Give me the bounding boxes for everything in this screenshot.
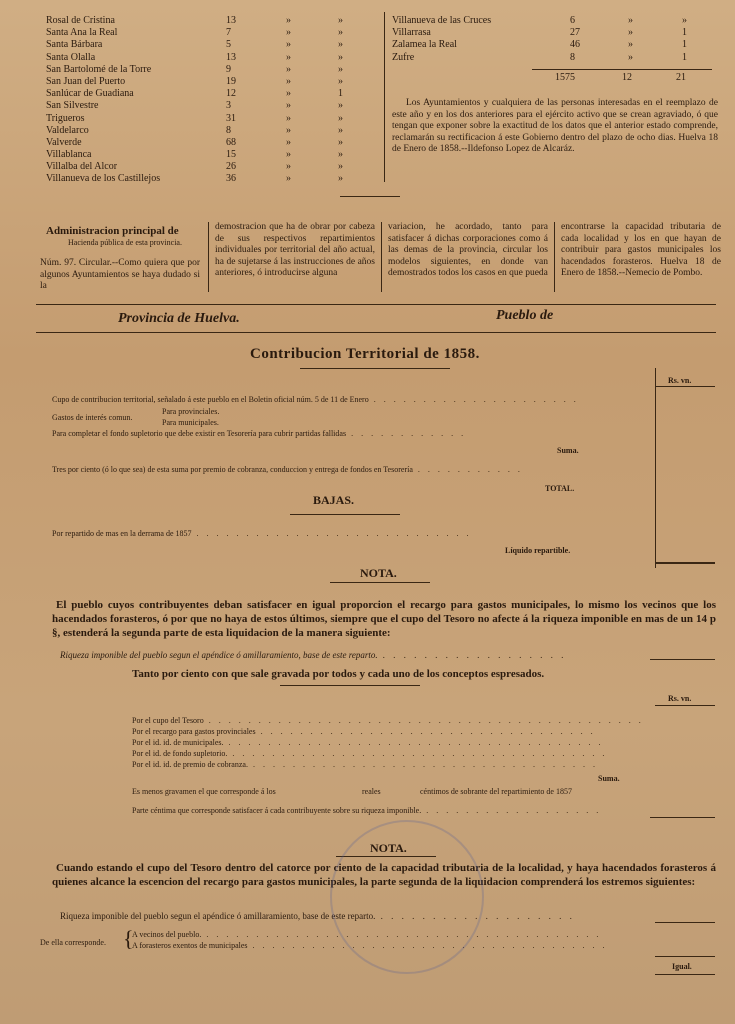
town-value-a: 13: [226, 15, 236, 26]
town-name: Zalamea la Real: [392, 39, 457, 51]
completar-text: Para completar el fondo supletorio que debe existir en Tesorería para cubrir partidas fallidas: [52, 429, 347, 438]
town-row: [392, 27, 712, 39]
town-value-a: 3: [226, 100, 231, 112]
town-value-c: »: [338, 75, 343, 87]
town-value-b: »: [286, 161, 291, 173]
town-value-c: »: [338, 149, 343, 161]
form-top-rule: [36, 304, 716, 305]
town-value-b: »: [286, 149, 291, 161]
town-value-a: 7: [226, 27, 231, 39]
town-value-c: 1: [682, 39, 687, 51]
nota1-text: El pueblo cuyos contribuyentes deban satisfacer en igual proporcion el recargo para gastos municipales, lo mismo los vecinos que los hacendados forasteros, ó por que no haya de estos últimos, siempre que el cupo del Tesoro no afecte á la riqueza imponible en mas de un 14 p §, estenderá la segunda parte de esta liquidacion de la manera siguiente:: [52, 599, 716, 639]
town-row: [46, 52, 356, 64]
town-value-c: »: [338, 100, 343, 112]
admin-col1: Núm. 97. Circular.--Como quiera que por algunos Ayuntamientos se haya dudado si la: [40, 258, 200, 292]
igual-rule: [655, 974, 715, 975]
town-value-c: »: [338, 112, 343, 124]
town-value-a: 26: [226, 161, 236, 173]
town-value-c: »: [338, 63, 343, 75]
town-value-c: »: [338, 161, 343, 173]
admin-title: Administracion principal de: [46, 225, 179, 237]
town-value-a: 46: [570, 39, 580, 51]
town-value-b: »: [286, 75, 291, 87]
title-underline: [300, 368, 450, 369]
repartido-line: Por repartido de mas en la derrama de 1857 . . . . . . . . . . . . . . . . . . . . . . . . . . . .: [52, 529, 472, 538]
menos-text: Es menos gravamen el que corresponde á los: [132, 787, 276, 796]
totals-rule: [532, 69, 712, 70]
bajas-underline: [290, 514, 400, 515]
town-row: [46, 76, 356, 88]
town-value-c: 1: [682, 51, 687, 63]
town-row: [46, 39, 356, 51]
form-rule-2: [36, 332, 716, 333]
total-c: 21: [676, 72, 686, 83]
tanto-title: Tanto por ciento con que sale gravada por todos y cada uno de los conceptos espresados.: [132, 668, 545, 680]
riqueza2-rule: [655, 922, 715, 923]
town-name: Villalba del Alcor: [46, 161, 118, 173]
town-name: Santa Ana la Real: [46, 27, 118, 39]
riqueza2-line: Riqueza imponible del pueblo segun el apéndice ó amillaramiento, base de este reparto. . . . . . . . . . . . . . . . . . . .: [60, 911, 575, 921]
archive-stamp: [330, 820, 484, 974]
town-row: [392, 52, 712, 64]
gastos-label: Gastos de interés comun.: [52, 413, 133, 422]
town-name: Rosal de Cristina: [46, 15, 115, 26]
town-value-c: »: [338, 39, 343, 51]
parte-line: Parte céntima que corresponde satisfacer á cada contribuyente sobre su riqueza imponible. . . . . . . . . . . . . . . . . . .: [132, 806, 602, 815]
town-value-a: 8: [570, 51, 575, 63]
gastos-mun: Para municipales.: [162, 418, 219, 427]
tanto-underline: [280, 685, 420, 686]
notice-top: Los Ayuntamientos y cualquiera de las personas interesadas en el reemplazo de este año y en los dos anteriores para el ejército activo que se crean agraviado, ó que tengan que exponer sobre la exactitud de los datos que el anterior estado comprende, reclamarán su rectificacion á este Gobierno dentro del plazo de ocho dias. Huelva 18 de Enero de 1858.--Ildefonso Lopez de Alcaráz.: [392, 98, 718, 155]
town-value-c: 1: [682, 27, 687, 39]
town-value-a: 6: [570, 15, 575, 26]
completar-line: Para completar el fondo supletorio que debe existir en Tesorería para cubrir partidas fallidas . . . . . . . . . . . .: [52, 429, 467, 438]
town-row: [46, 64, 356, 76]
col-divider-3: [554, 222, 555, 292]
por-prov: Por el recargo para gastos provinciales . . . . . . . . . . . . . . . . . . . . . . . . . . . . . . . . . .: [132, 727, 596, 736]
town-value-b: »: [286, 15, 291, 26]
tres-text: Tres por ciento (ó lo que sea) de esta suma por premio de cobranza, conduccion y entrega de fondos en Tesorería: [52, 465, 413, 474]
nota1-heading: NOTA.: [360, 566, 397, 580]
town-value-c: »: [338, 15, 343, 26]
town-row: [46, 161, 356, 173]
town-name: Valverde: [46, 136, 82, 148]
town-name: Valdelarco: [46, 124, 89, 136]
por-sup-text: Por el id. de fondo supletorio.: [132, 749, 228, 758]
repartido-text: Por repartido de mas en la derrama de 1857: [52, 529, 192, 538]
de-ella-label: De ella corresponde.: [40, 938, 106, 947]
town-value-a: 19: [226, 75, 236, 87]
igual-label: Igual.: [672, 962, 692, 971]
town-name: Santa Bárbara: [46, 39, 103, 51]
column-divider: [384, 12, 385, 182]
forasteros-text: A forasteros exentos de municipales: [132, 941, 248, 950]
cupo-text: Cupo de contribucion territorial, señalado á este pueblo en el Boletin oficial núm. 5 de 11 de Enero: [52, 395, 369, 404]
town-name: Villablanca: [46, 149, 92, 161]
rs-vn-rule-2: [655, 705, 715, 706]
town-value-b: »: [286, 100, 291, 112]
bajas-heading: BAJAS.: [313, 493, 355, 507]
town-value-c: 1: [338, 88, 343, 100]
por-prem-text: Por el id. id. de premio de cobranza.: [132, 760, 248, 769]
cupo-line: Cupo de contribucion territorial, señalado á este pueblo en el Boletin oficial núm. 5 de 11 de Enero . . . . . . . . . . . . . . . . . . . . .: [52, 395, 579, 404]
total-a: 1575: [555, 72, 575, 83]
town-row: [46, 88, 356, 100]
town-value-b: »: [286, 124, 291, 136]
town-value-b: »: [286, 112, 291, 124]
por-prov-text: Por el recargo para gastos provinciales: [132, 727, 256, 736]
suma-label: Suma.: [557, 446, 579, 455]
town-value-c: »: [682, 15, 687, 26]
vecinos-text: A vecinos del pueblo.: [132, 930, 202, 939]
form-title: Contribucion Territorial de 1858.: [250, 346, 480, 362]
town-value-a: 9: [226, 63, 231, 75]
tres-line: Tres por ciento (ó lo que sea) de esta suma por premio de cobranza, conduccion y entrega de fondos en Tesorería . . . . . . . . . . .: [52, 465, 523, 474]
separator-rule: [340, 196, 400, 197]
suma2-label: Suma.: [598, 774, 620, 783]
por-mun: Por el id. id. de municipales. . . . . . . . . . . . . . . . . . . . . . . . . . . . . . . . . . . . . . .: [132, 738, 604, 747]
col-divider-1: [208, 222, 209, 292]
town-row: [46, 100, 356, 112]
town-row: [46, 125, 356, 137]
town-value-b: »: [286, 51, 291, 63]
town-value-c: »: [338, 27, 343, 39]
town-value-a: 5: [226, 39, 231, 51]
brace: {: [123, 926, 134, 951]
vecinos-line: A vecinos del pueblo. . . . . . . . . . . . . . . . . . . . . . . . . . . . . . . . . . . . . . . . .: [132, 930, 602, 939]
admin-subtitle: Hacienda pública de esta provincia.: [68, 238, 182, 247]
town-value-c: »: [338, 124, 343, 136]
town-row: [46, 173, 356, 185]
town-value-a: 12: [226, 88, 236, 100]
nota2-text: Cuando estando el cupo del Tesoro dentro del catorce por ciento de la capacidad tributaria de la localidad, y haya hacendados forasteros á quienes alcance la escencion del recargo para gastos municipales, la parte segunda de la liquidacion comprenderá los estremos siguientes:: [52, 862, 716, 888]
admin-col2: demostracion que ha de obrar por cabeza de sus respectivos repartimientos individuales por territorial del año actual, ha de sujetarse á las instrucciones de años anteriores, ó introducirse alguna: [215, 222, 375, 279]
right-town-table: [392, 15, 712, 64]
provincia-label: Provincia de Huelva.: [118, 311, 240, 326]
town-name: Trigueros: [46, 112, 85, 124]
por-sup: Por el id. de fondo supletorio. . . . . . . . . . . . . . . . . . . . . . . . . . . . . . . . . . . . . . .: [132, 749, 608, 758]
nota2-heading: NOTA.: [370, 841, 407, 855]
reales-text: reales: [362, 787, 381, 796]
parte-text: Parte céntima que corresponde satisfacer á cada contribuyente sobre su riqueza imponible.: [132, 806, 422, 815]
amount-col-left: [655, 368, 656, 568]
town-name: Santa Olalla: [46, 51, 96, 63]
por-cupo: Por el cupo del Tesoro . . . . . . . . . . . . . . . . . . . . . . . . . . . . . . . . . . . . . . . . . . . .: [132, 716, 644, 725]
town-name: Villarrasa: [392, 27, 431, 39]
town-value-c: »: [338, 51, 343, 63]
rs-vn-label: Rs. vn.: [668, 376, 692, 385]
town-value-c: »: [338, 136, 343, 148]
por-mun-text: Por el id. id. de municipales.: [132, 738, 224, 747]
town-value-b: »: [628, 39, 633, 51]
town-value-b: »: [286, 173, 291, 185]
town-name: Zufre: [392, 51, 415, 63]
centimos-text: céntimos de sobrante del repartimiento de 1857: [420, 787, 572, 796]
town-row: [46, 149, 356, 161]
town-name: San Silvestre: [46, 100, 99, 112]
town-value-b: »: [628, 15, 633, 26]
nota1-underline: [330, 582, 430, 583]
town-row: [392, 15, 712, 27]
igual-rule-top: [655, 956, 715, 957]
pueblo-label: Pueblo de: [496, 308, 554, 323]
town-name: Sanlúcar de Guadiana: [46, 88, 134, 100]
town-value-a: 31: [226, 112, 236, 124]
riqueza1-rule: [650, 659, 715, 660]
riqueza1-line: Riqueza imponible del pueblo segun el apéndice ó amillaramiento, base de este reparto. . . . . . . . . . . . . . . . . . .: [60, 650, 567, 660]
town-row: [46, 113, 356, 125]
town-value-a: 15: [226, 149, 236, 161]
liquido-label: Líquido repartible.: [505, 546, 571, 555]
town-value-a: 13: [226, 51, 236, 63]
town-value-a: 27: [570, 27, 580, 39]
town-row: [46, 15, 356, 27]
town-value-b: »: [628, 51, 633, 63]
riqueza2-text: Riqueza imponible del pueblo segun el apéndice ó amillaramiento, base de este reparto.: [60, 911, 376, 921]
town-row: [392, 39, 712, 51]
total-label: TOTAL.: [545, 484, 575, 493]
admin-col3: variacion, he acordado, tanto para satisfacer á dichas corporaciones como á las demas de la provincia, circular los modelos siguientes, en donde van demostrados todos los casos en que pueda: [388, 222, 548, 279]
liquido-rule: [655, 562, 715, 564]
town-value-b: »: [286, 136, 291, 148]
admin-col4: encontrarse la capacidad tributaria de cada localidad y los en que hayan de contribuir para gastos municipales los hacendados forasteros. Huelva 18 de Enero de 1858.--Nemecio de Pombo.: [561, 222, 721, 279]
town-row: [46, 27, 356, 39]
town-value-a: 8: [226, 124, 231, 136]
town-name: Villanueva de los Castillejos: [46, 173, 161, 185]
por-cupo-text: Por el cupo del Tesoro: [132, 716, 204, 725]
town-value-b: »: [286, 88, 291, 100]
town-value-a: 68: [226, 136, 236, 148]
left-town-table: [46, 15, 356, 186]
rs-vn-label-2: Rs. vn.: [668, 694, 692, 703]
town-name: San Juan del Puerto: [46, 75, 126, 87]
gastos-prov: Para provinciales.: [162, 407, 220, 416]
riqueza1-text: Riqueza imponible del pueblo segun el apéndice ó amillaramiento, base de este reparto.: [60, 650, 378, 660]
town-value-b: »: [286, 63, 291, 75]
town-value-c: »: [338, 173, 343, 185]
town-value-b: »: [286, 27, 291, 39]
rs-vn-rule: [655, 386, 715, 387]
town-value-a: 36: [226, 173, 236, 185]
total-b: 12: [622, 72, 632, 83]
col-divider-2: [381, 222, 382, 292]
forasteros-line: A forasteros exentos de municipales . . . . . . . . . . . . . . . . . . . . . . . . . . . . . . . . . . . .: [132, 941, 608, 950]
parte-rule: [650, 817, 715, 818]
town-row: [46, 137, 356, 149]
por-prem: Por el id. id. de premio de cobranza. . . . . . . . . . . . . . . . . . . . . . . . . . . . . . . . . . . .: [132, 760, 598, 769]
town-value-b: »: [628, 27, 633, 39]
town-name: Villanueva de las Cruces: [392, 15, 492, 26]
town-name: San Bartolomé de la Torre: [46, 63, 152, 75]
town-value-b: »: [286, 39, 291, 51]
